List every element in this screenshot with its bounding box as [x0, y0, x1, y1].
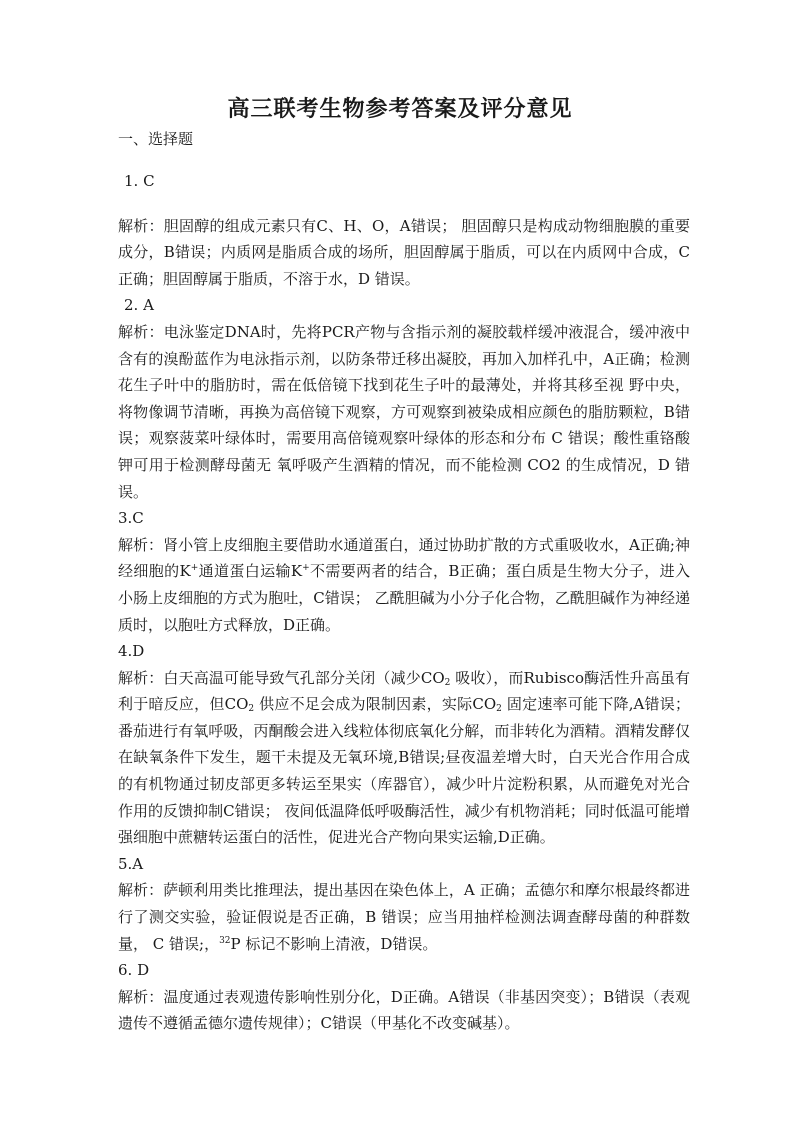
answer-explanation-3	[118, 532, 690, 638]
answer-number-4: 4.D	[118, 642, 145, 661]
answer-explanation-6: 解析：温度通过表观遗传影响性别分化，D正确。A错误（非基因突变）；B错误（表观遗传不遵循孟德尔遗传规律）；C错误（甲基化不改变碱基）。	[118, 987, 690, 1033]
subscript: 2	[496, 704, 502, 715]
spacer	[118, 195, 690, 213]
answer-number-3: 3.C	[118, 509, 144, 528]
text-run: 吸收），而Rubisco酶活性升高虽有利于暗反应，但	[118, 668, 690, 714]
answer-list	[118, 168, 690, 1037]
text-run: 固定速率可能下降,A错误；番茄进行有氧呼吸，丙酮酸会进入线粒体彻底氧化分解，而非转化为酒精。酒精发酵仅在缺氧条件下发生，题干未提及无氧环境,B错误;昼夜温差增大时，白天光合作用合成的有机物通过韧皮部更多转运至果实（库器官），减少叶片淀粉积累，从而避免对光合作用的反馈抑制C错误； 夜间低温降低呼吸酶活性，减少有机物消耗；同时低温可能增强细胞中蔗糖转运蛋白的活性，促进光合产物向果实运输,D正确。	[118, 695, 690, 847]
subscript: 2	[248, 704, 255, 715]
superscript: +	[190, 563, 199, 574]
answer-explanation-4	[118, 665, 690, 851]
text-run: 解析：萨顿利用类比推理法，提出基因在染色体上，A 正确；孟德尔和摩尔根最终都进行了测交实验，验证假说是否正确，B 错误；应当用抽样检测法调查酵母菌的种群数量， C 错误;，	[118, 881, 690, 953]
text-run: P 标记不影响上清液，D错误。	[230, 934, 438, 953]
answer-number-2: 2. A	[124, 296, 154, 315]
answer-number-5: 5.A	[118, 854, 144, 873]
answer-number-6: 6. D	[118, 961, 150, 980]
answer-explanation-5	[118, 877, 690, 957]
superscript: +	[302, 563, 310, 574]
text-run: K	[179, 562, 191, 581]
text-run: 供应不足会成为限制因素，实际	[254, 695, 473, 714]
answer-number-1: 1. C	[124, 172, 155, 190]
text-run: CO	[472, 695, 497, 714]
text-run: 解析：肾小管上皮细胞主要借助水通道蛋白，通过协助扩散的方式重吸收水，A正确;神经细胞的	[118, 535, 690, 581]
text-run: 解析：白天高温可能导致气孔部分关闭（减少	[118, 668, 421, 687]
answer-explanation-1: 解析：胆固醇的组成元素只有C、H、O，A错误； 胆固醇只是构成动物细胞膜的重要成分，B错误；内质网是脂质合成的场所，胆固醇属于脂质，可以在内质网中合成，C正确；胆固醇属于脂质，不溶于水，D 错误。	[118, 216, 690, 288]
text-run: CO	[224, 695, 249, 714]
section-heading: 一、选择题	[118, 130, 194, 148]
text-run: K	[290, 562, 303, 581]
superscript: 32	[219, 935, 231, 946]
answer-explanation-2: 解析：电泳鉴定DNA时，先将PCR产物与含指示剂的凝胶载样缓冲液混合，缓冲液中含有的溴酚蓝作为电泳指示剂，以防条带迁移出凝胶，再加入加样孔中，A正确；检测花生子叶中的脂肪时，需在低倍镜下找到花生子叶的最薄处，并将其移至视 野中央，将物像调节清晰，再换为高倍镜下观察，方可观察到被染成相应颜色的脂肪颗粒，B错误；观察菠菜叶绿体时，需要用高倍镜观察叶绿体的形态和分布 C 错误；酸性重铬酸钾可用于检测酵母菌无 氧呼吸产生酒精的情况，而不能检测 CO2 的生成情况，D 错误。	[118, 322, 690, 501]
text-run: 不需要两者的结合，B正确；蛋白质是生物大分子，进入小肠上皮细胞的方式为胞吐，C错误； 乙酰胆碱为小分子化合物，乙酰胆碱作为神经递质时，以胞吐方式释放，D正确。	[118, 562, 690, 634]
text-run: CO	[420, 668, 445, 687]
page-title: 高三联考生物参考答案及评分意见	[227, 97, 573, 122]
text-run: 通道蛋白运输	[198, 562, 291, 581]
subscript: 2	[444, 677, 451, 688]
